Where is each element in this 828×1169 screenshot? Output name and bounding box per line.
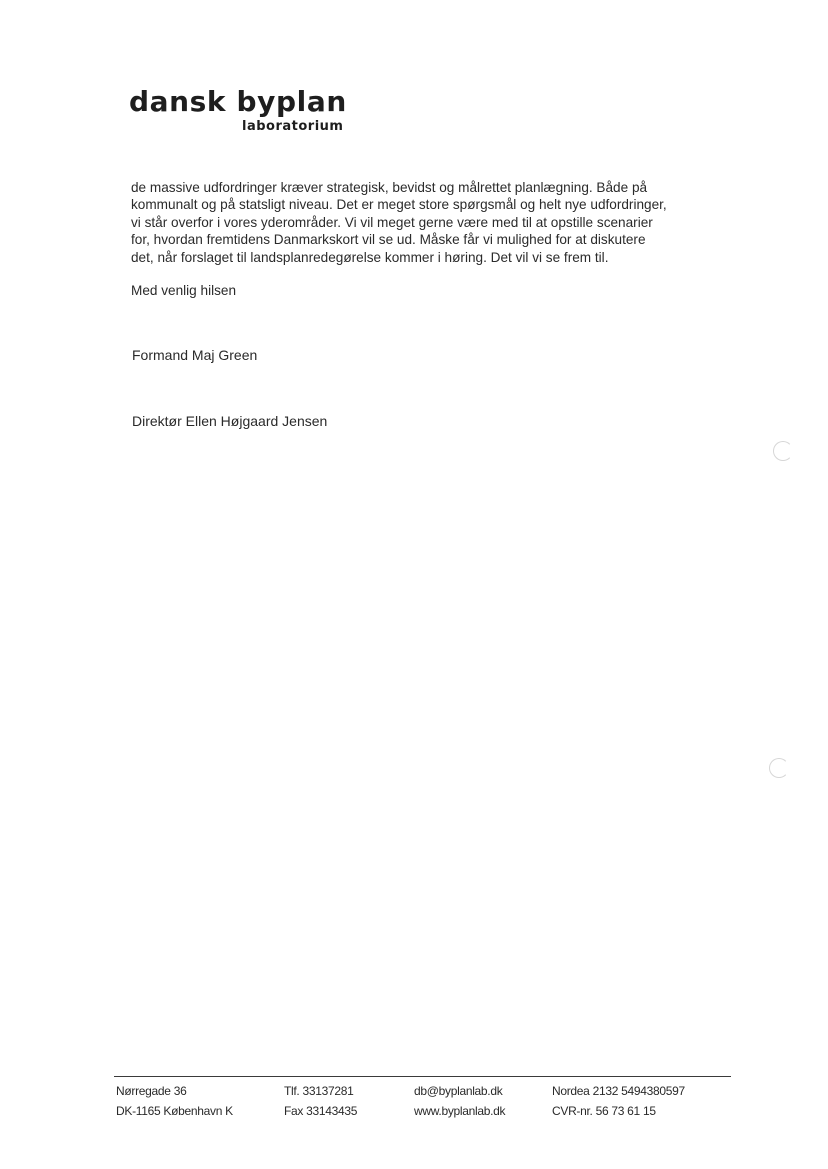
footer-account: Nordea 2132 5494380597 — [552, 1084, 685, 1098]
footer-city: DK-1165 København K — [116, 1104, 233, 1118]
footer-phone — [284, 1081, 357, 1121]
body-line: vi står overfor i vores yderområder. Vi vil meget gerne være med til at opstille scenarier — [131, 214, 653, 230]
logo-subtitle: laboratorium — [242, 119, 344, 134]
body-line: kommunalt og på statsligt niveau. Det er meget store spørgsmål og helt nye udfordringer, — [131, 197, 667, 213]
closing-greeting: Med venlig hilsen — [131, 283, 237, 298]
body-line: for, hvordan fremtidens Danmarkskort vil se ud. Måske får vi mulighed for at diskutere — [131, 232, 646, 248]
footer-telephone: Tlf. 33137281 — [284, 1084, 354, 1098]
footer-contact — [414, 1081, 505, 1121]
body-line: de massive udfordringer kræver strategisk, bevidst og målrettet planlægning. Både på — [131, 180, 648, 195]
letterhead-logo — [129, 86, 369, 138]
footer-cvr: CVR-nr. 56 73 61 15 — [552, 1104, 656, 1118]
footer-address — [116, 1081, 233, 1121]
signatory-director: Direktør Ellen Højgaard Jensen — [132, 413, 328, 429]
signatory-chair: Formand Maj Green — [132, 347, 258, 363]
letter-body — [131, 179, 701, 266]
footer-bank — [552, 1081, 685, 1121]
logo-name: dansk byplan — [129, 85, 347, 118]
body-line: det, når forslaget til landsplanredegørelse kommer i høring. Det vil vi se frem til. — [131, 249, 609, 265]
punch-hole-mark — [773, 441, 793, 461]
footer-divider — [114, 1076, 731, 1077]
punch-hole-mark — [769, 758, 789, 778]
footer-street: Nørregade 36 — [116, 1084, 187, 1098]
footer-website: www.byplanlab.dk — [414, 1104, 506, 1118]
footer-fax: Fax 33143435 — [284, 1104, 358, 1118]
footer-email: db@byplanlab.dk — [414, 1084, 503, 1098]
